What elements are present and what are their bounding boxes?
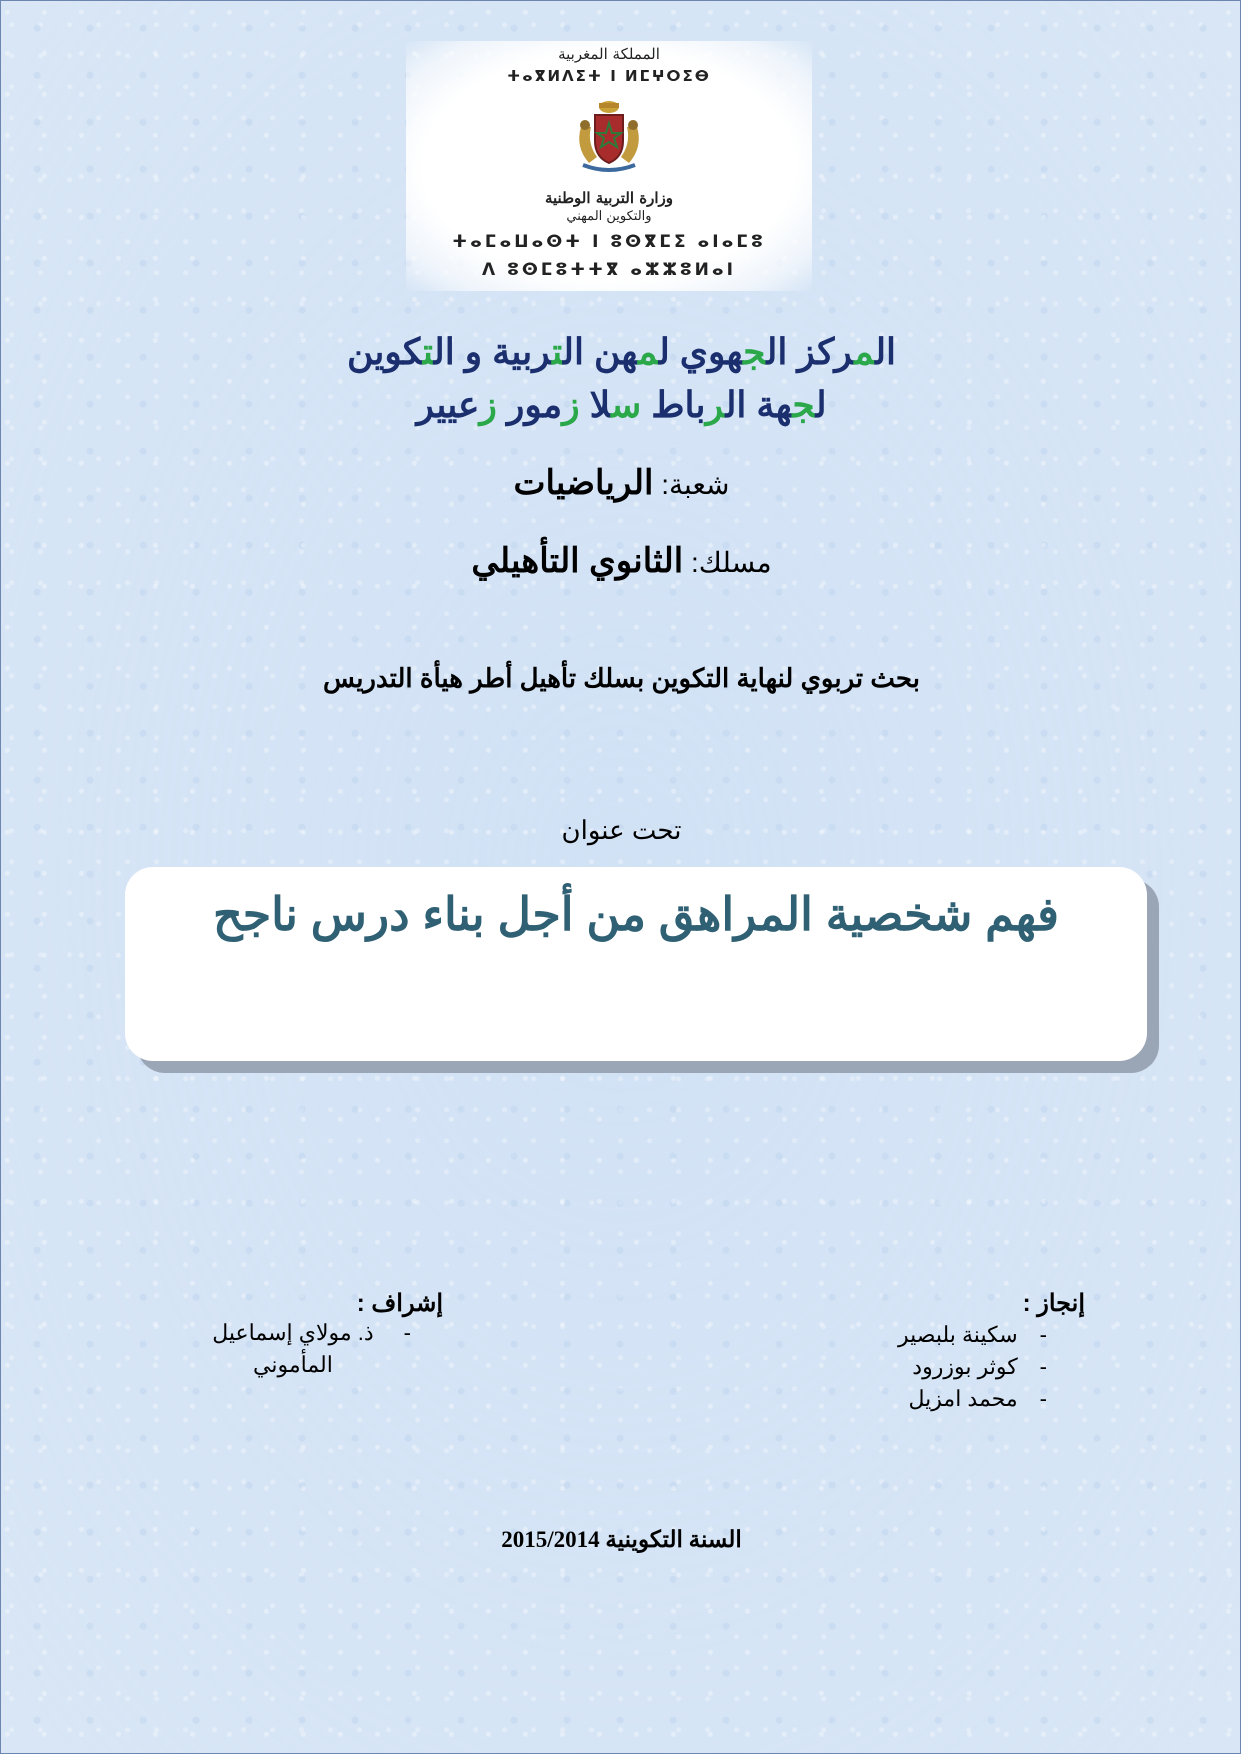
institution-name-segment: ركز ال: [766, 331, 855, 372]
institution-name-segment: هن ال: [563, 331, 638, 372]
institution-name-segment: ج: [743, 331, 767, 372]
prepared-by-list: [765, 1322, 1085, 1412]
branch-value: الرياضيات: [513, 464, 654, 502]
research-type: بحث تربوي لنهاية التكوين بسلك تأهيل أطر هيأة التدريس: [323, 663, 920, 693]
academic-year-line: [1, 1527, 1241, 1553]
institution-name-segment: هوي ل: [658, 331, 744, 372]
kingdom-name-arabic: المملكة المغربية: [558, 45, 660, 63]
institution-name-segment: ج: [792, 384, 816, 425]
prepared-by-item: [765, 1386, 1085, 1412]
institution-name-segment: م: [854, 331, 876, 372]
institution-name-segment: م: [638, 331, 659, 372]
ministry-emblem: [406, 41, 812, 291]
institution-name-segment: هة ال: [725, 384, 793, 425]
institution-name-segment: ل: [815, 384, 827, 425]
institution-name-segment: ت: [422, 331, 434, 372]
supervisor-row: - ذ. مولاي إسماعيل المأموني: [212, 1320, 411, 1377]
student-name: سكينة بلبصير: [898, 1322, 1018, 1347]
research-title: فهم شخصية المراهق من أجل بناء درس ناجح: [213, 888, 1059, 940]
track-line: [1, 541, 1241, 581]
supervisor-name-line1: ذ. مولاي إسماعيل: [212, 1320, 374, 1345]
prepared-by-item: [765, 1322, 1085, 1348]
list-dash: -: [1039, 1354, 1047, 1379]
kingdom-name-tifinagh: ⵜⴰⴳⵍⴷⵉⵜ ⵏ ⵍⵎⵖⵔⵉⴱ: [507, 67, 711, 85]
institution-name-segment: كوين: [346, 331, 423, 372]
supervision-block: [191, 1289, 451, 1378]
ministry-name-tifinagh-2: ⴷ ⵓⵙⵎⵓⵜⵜⴳ ⴰⵣⵣⵓⵍⴰⵏ: [482, 260, 736, 280]
institution-name-line1: [1, 331, 1241, 373]
prepared-by-heading: إنجاز :: [1022, 1290, 1085, 1317]
institution-name-segment: عيير: [416, 384, 480, 425]
list-dash: -: [1039, 1386, 1047, 1411]
institution-name-segment: لا: [579, 384, 612, 425]
ministry-name-arabic: وزارة التربية الوطنية: [544, 189, 673, 207]
ministry-name-tifinagh: ⵜⴰⵎⴰⵡⴰⵙⵜ ⵏ ⵓⵙⴳⵎⵉ ⴰⵏⴰⵎⵓ: [452, 232, 766, 252]
institution-name-segment: ربية و ال: [433, 331, 553, 372]
institution-name-segment: ز: [562, 384, 580, 425]
ministry-name-arabic-2: والتكوين المهني: [566, 209, 652, 224]
academic-year-label: السنة التكوينية: [605, 1527, 742, 1552]
branch-line: [1, 463, 1241, 503]
institution-name-segment: ر: [705, 384, 726, 425]
institution-name-segment: ت: [552, 331, 564, 372]
prepared-by-item: [765, 1354, 1085, 1380]
student-name: كوثر بوزرود: [912, 1354, 1018, 1379]
under-title-label: تحت عنوان: [561, 815, 682, 845]
prepared-by-block: [765, 1289, 1085, 1412]
institution-name-segment: مور: [496, 384, 563, 425]
list-dash: -: [1039, 1322, 1047, 1347]
coat-of-arms-icon: [569, 97, 649, 175]
institution-name-segment: باط: [641, 384, 706, 425]
branch-label: شعبة:: [661, 469, 730, 500]
title-box: [125, 867, 1147, 1061]
supervision-heading: إشراف :: [356, 1290, 443, 1317]
track-value: الثانوي التأهيلي: [471, 542, 684, 580]
institution-name-line2: [1, 384, 1241, 426]
supervisor-name-line2: المأموني: [253, 1352, 333, 1377]
institution-name-segment: س: [611, 384, 642, 425]
academic-year-value: 2015/2014: [501, 1527, 600, 1552]
institution-name-segment: ز: [479, 384, 497, 425]
student-name: محمد امزيل: [908, 1386, 1018, 1411]
institution-name-segment: ال: [875, 331, 897, 372]
track-label: مسلك:: [690, 547, 772, 578]
